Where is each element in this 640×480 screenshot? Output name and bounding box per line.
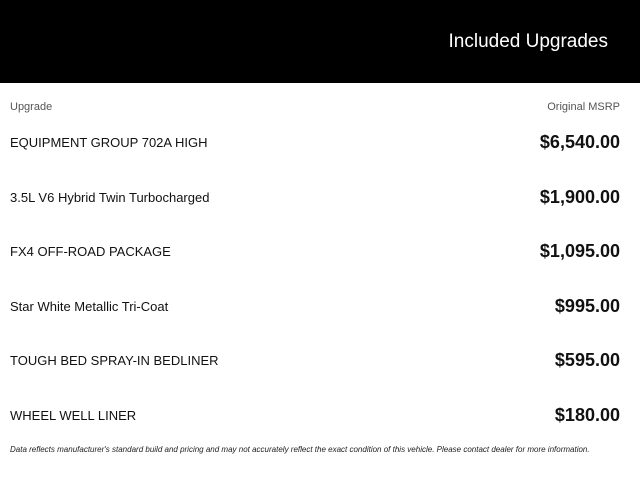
- upgrade-row: [0, 224, 640, 279]
- upgrade-name: 3.5L V6 Hybrid Twin Turbocharged: [10, 189, 210, 205]
- upgrade-price: $995.00: [554, 295, 620, 316]
- upgrade-row: [0, 170, 640, 225]
- upgrade-row: [0, 333, 640, 388]
- upgrade-name: EQUIPMENT GROUP 702A HIGH: [10, 135, 208, 150]
- upgrade-name: TOUGH BED SPRAY-IN BEDLINER: [10, 353, 219, 368]
- upgrade-price: $1,095.00: [539, 241, 620, 261]
- column-header-upgrade: Upgrade: [10, 101, 53, 113]
- upgrade-name: FX4 OFF-ROAD PACKAGE: [10, 244, 171, 259]
- upgrade-price: $6,540.00: [539, 132, 620, 152]
- upgrade-row: [0, 388, 640, 443]
- page-title: Included Upgrades: [448, 31, 608, 52]
- disclaimer-text: Data reflects manufacturer's standard build and pricing and may not accurately reflect the exact condition of this vehicle. Please contact dealer for more information.: [10, 445, 590, 454]
- upgrade-row: [0, 279, 640, 334]
- upgrade-price: $180.00: [554, 404, 620, 425]
- upgrade-price: $595.00: [554, 350, 620, 370]
- upgrade-row: [0, 115, 640, 170]
- upgrades-list: [0, 115, 640, 442]
- header-bar: [0, 0, 640, 83]
- upgrade-name: WHEEL WELL LINER: [10, 407, 137, 423]
- upgrade-name: Star White Metallic Tri-Coat: [10, 298, 169, 314]
- upgrade-price: $1,900.00: [539, 186, 620, 207]
- column-header-msrp: Original MSRP: [547, 101, 620, 113]
